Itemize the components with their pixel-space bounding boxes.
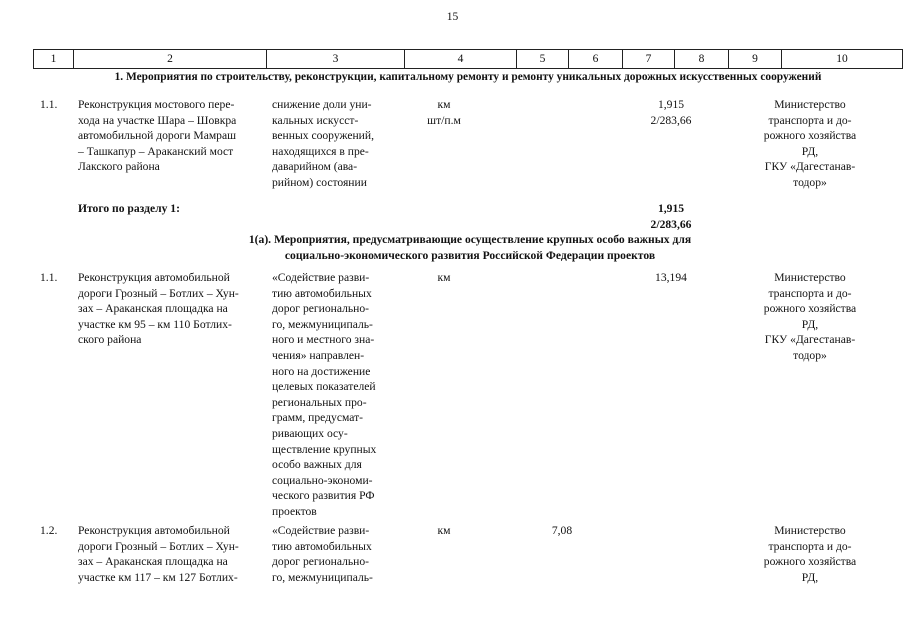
section-1a-title: 1(а). Мероприятия, предусматривающие осуществление крупных особо важных для социально-экономического развития Российской Федерации проектов xyxy=(248,233,692,262)
header-col-1: 1 xyxy=(33,50,73,68)
executor: Министерство транспорта и до- рожного хозяйства РД, ГКУ «Дагестанав- тодор» xyxy=(763,98,857,189)
header-col-10: 10 xyxy=(781,50,903,68)
executor: Министерство транспорта и до- рожного хозяйства РД, xyxy=(763,524,857,584)
object-name: Реконструкция автомобильной дороги Грозный – Ботлих – Хун- зах – Араканская площадка на участке км 117 – км 127 Ботлих- xyxy=(78,524,239,584)
row-number: 1.1. xyxy=(40,271,58,284)
header-col-9: 9 xyxy=(728,50,781,68)
indicator-text: снижение доли уни- кальных искусст- венных сооружений, находящихся в пре- даварийном (ава- рийном) состоянии xyxy=(272,98,374,189)
object-name: Реконструкция мостового пере- хода на участке Шара – Шовкра автомобильной дороги Мамраш – Ташкапур – Араканский мост Лакского района xyxy=(78,98,237,174)
row-number: 1.2. xyxy=(40,524,58,537)
section-1-total-label: Итого по разделу 1: xyxy=(78,202,180,215)
unit-of-measure: км шт/п.м xyxy=(427,98,461,127)
indicator-text: «Содействие разви- тию автомобильных дорог регионально- го, межмуниципаль- xyxy=(272,524,373,584)
header-col-5: 5 xyxy=(516,50,568,68)
indicator-text: «Содействие разви- тию автомобильных дорог регионально- го, межмуниципаль- ного и местного зна- чения» направлен- ного на достижение целевых показателей региональных про- грамм, предусмат- ривающих осу- ществление крупных особо важных для социально-экономи- ческого развития РФ проектов xyxy=(272,271,377,518)
header-col-4: 4 xyxy=(404,50,516,68)
header-col-8: 8 xyxy=(674,50,728,68)
col-8-value: 1,915 2/283,66 xyxy=(650,98,692,127)
col-8-value: 13,194 xyxy=(655,271,687,284)
unit-of-measure: км xyxy=(437,271,451,284)
unit-of-measure: км xyxy=(437,524,451,537)
header-col-3: 3 xyxy=(266,50,404,68)
column-header-row xyxy=(33,49,903,69)
col-6-value: 7,08 xyxy=(551,524,573,537)
header-col-2: 2 xyxy=(73,50,266,68)
object-name: Реконструкция автомобильной дороги Грозный – Ботлих – Хун- зах – Араканская площадка на участке км 95 – км 110 Ботлих- ского района xyxy=(78,271,239,347)
header-col-6: 6 xyxy=(568,50,622,68)
header-col-7: 7 xyxy=(622,50,674,68)
page-number: 15 xyxy=(446,11,459,23)
section-1-total-values: 1,915 2/283,66 xyxy=(650,202,692,231)
section-1-title: 1. Мероприятия по строительству, реконструкции, капитальному ремонту и ремонту уникальных дорожных искусственных сооружений xyxy=(114,71,822,83)
executor: Министерство транспорта и до- рожного хозяйства РД, ГКУ «Дагестанав- тодор» xyxy=(763,271,857,362)
row-number: 1.1. xyxy=(40,98,58,111)
